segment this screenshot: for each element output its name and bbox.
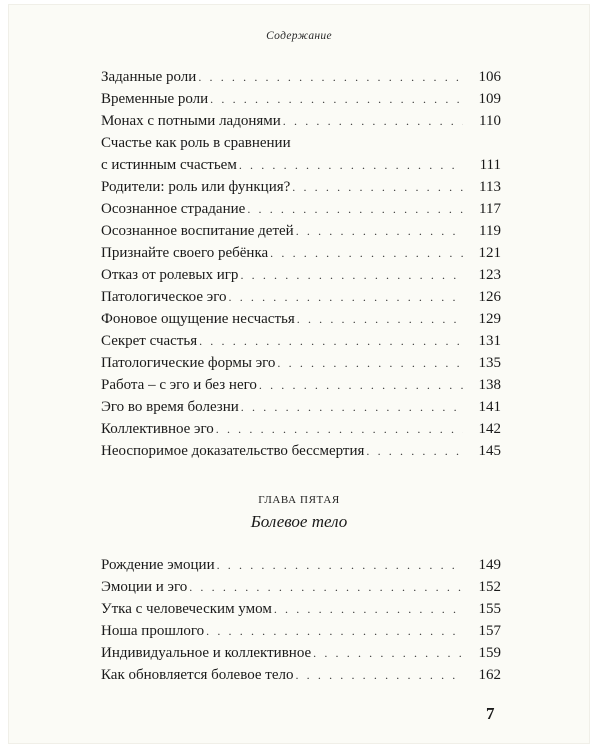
toc-list: [101, 66, 501, 462]
toc-entry-page: 111: [479, 157, 501, 173]
toc-entry-page: 138: [478, 377, 501, 393]
toc-entry-page: 145: [478, 443, 501, 459]
toc-entry-page: 131: [478, 333, 501, 349]
dot-leader: [199, 330, 463, 352]
toc-entry: [101, 396, 501, 418]
dot-leader: [239, 154, 463, 176]
page-number: 7: [486, 704, 495, 723]
toc-entry: [101, 220, 501, 242]
dot-leader: [313, 642, 463, 664]
toc-entry-title: Отказ от ролевых игр: [101, 267, 239, 283]
toc-entry-title: Утка с человеческим умом: [101, 601, 272, 617]
toc-entry-title: Ноша прошлого: [101, 623, 205, 639]
dot-leader: [277, 352, 463, 374]
toc-entry-page: 129: [478, 311, 501, 327]
toc-entry: [101, 664, 501, 686]
book-page: [8, 4, 590, 744]
toc-entry: [101, 308, 501, 330]
toc-entry-title: Временные роли: [101, 91, 209, 107]
toc-entry-page: 117: [479, 201, 501, 217]
running-head: Содержание: [266, 30, 332, 42]
toc-entry: [101, 554, 501, 576]
toc-entry-page: 135: [478, 355, 501, 371]
toc-entry: [101, 286, 501, 308]
toc-entry-title: Эго во время болезни: [101, 399, 239, 415]
dot-leader: [241, 396, 463, 418]
toc-list: [101, 554, 501, 686]
dot-leader: [297, 308, 463, 330]
toc-entry-page: 119: [479, 223, 501, 239]
toc-entry: [101, 176, 501, 198]
dot-leader: [270, 242, 463, 264]
toc-entry-page: 110: [479, 113, 501, 129]
toc-entry: [101, 418, 501, 440]
dot-leader: [292, 176, 463, 198]
toc-entry-title: Как обновляется болевое тело: [101, 667, 294, 683]
dot-leader: [366, 440, 463, 462]
toc-entry-title: Коллективное эго: [101, 421, 214, 437]
toc-entry: [101, 576, 501, 598]
toc-entry-title: Секрет счастья: [101, 333, 198, 349]
toc-entry-title: Осознанное воспитание детей: [101, 223, 294, 239]
chapter-title: Болевое тело: [250, 512, 348, 531]
dot-leader: [206, 620, 463, 642]
toc-entry-title: Рождение эмоции: [101, 557, 215, 573]
toc-entry-title: Индивидуальное и коллективное: [101, 645, 312, 661]
dot-leader: [217, 554, 463, 576]
toc-entry: [101, 198, 501, 220]
dot-leader: [229, 286, 464, 308]
toc-entry: [101, 330, 501, 352]
toc-entry-title: Монах с потными ладонями: [101, 113, 281, 129]
dot-leader: [295, 664, 463, 686]
toc-entry-page: 141: [478, 399, 501, 415]
toc-entry: [101, 642, 501, 664]
dot-leader: [216, 418, 463, 440]
toc-entry-title: Работа – с эго и без него: [101, 377, 257, 393]
toc-entry-title-line1: Счастье как роль в сравнении: [101, 135, 291, 151]
toc-entry-page: 123: [478, 267, 501, 283]
dot-leader: [189, 576, 463, 598]
toc-entry-page: 121: [478, 245, 501, 261]
toc-entry-page: 155: [478, 601, 501, 617]
toc-entry-page: 159: [478, 645, 501, 661]
dot-leader: [198, 66, 463, 88]
toc-entry: [101, 264, 501, 286]
toc-entry-title: Патологические формы эго: [101, 355, 276, 371]
dot-leader: [259, 374, 463, 396]
toc-entry-page: 109: [478, 91, 501, 107]
toc-entry-page: 157: [478, 623, 501, 639]
toc-entry: [101, 352, 501, 374]
toc-entry-title: Заданные роли: [101, 69, 197, 85]
dot-leader: [240, 264, 463, 286]
chapter-label: ГЛАВА ПЯТАЯ: [258, 494, 340, 506]
toc-entry: [101, 440, 501, 462]
dot-leader: [283, 110, 463, 132]
toc-entry: [101, 374, 501, 396]
toc-entry: [101, 88, 501, 110]
dot-leader: [247, 198, 463, 220]
toc-entry-title: Патологическое эго: [101, 289, 227, 305]
toc-entry-page: 126: [478, 289, 501, 305]
toc-entry-title: Эмоции и эго: [101, 579, 188, 595]
toc-entry-title: Осознанное страдание: [101, 201, 246, 217]
toc-entry-title-line2: с истинным счастьем: [101, 157, 237, 173]
toc-entry: [101, 66, 501, 88]
dot-leader: [274, 598, 463, 620]
toc-entry-title: Родители: роль или функция?: [101, 179, 291, 195]
toc-entry-page: 162: [478, 667, 501, 683]
toc-entry-page: 149: [478, 557, 501, 573]
toc-entry-row2: [101, 154, 501, 176]
toc-entry-page: 106: [478, 69, 501, 85]
toc-entry: [101, 598, 501, 620]
toc-entry-title: Признайте своего ребёнка: [101, 245, 269, 261]
toc-entry: [101, 620, 501, 642]
dot-leader: [210, 88, 463, 110]
toc-entry-page: 142: [478, 421, 501, 437]
toc-entry-title: Фоновое ощущение несчастья: [101, 311, 295, 327]
toc-entry: [101, 110, 501, 132]
toc-entry-title: Неоспоримое доказательство бессмертия: [101, 443, 365, 459]
toc-entry-page: 152: [478, 579, 501, 595]
toc-entry: [101, 242, 501, 264]
toc-entry: [101, 132, 501, 176]
dot-leader: [296, 220, 463, 242]
toc-entry-page: 113: [479, 179, 501, 195]
